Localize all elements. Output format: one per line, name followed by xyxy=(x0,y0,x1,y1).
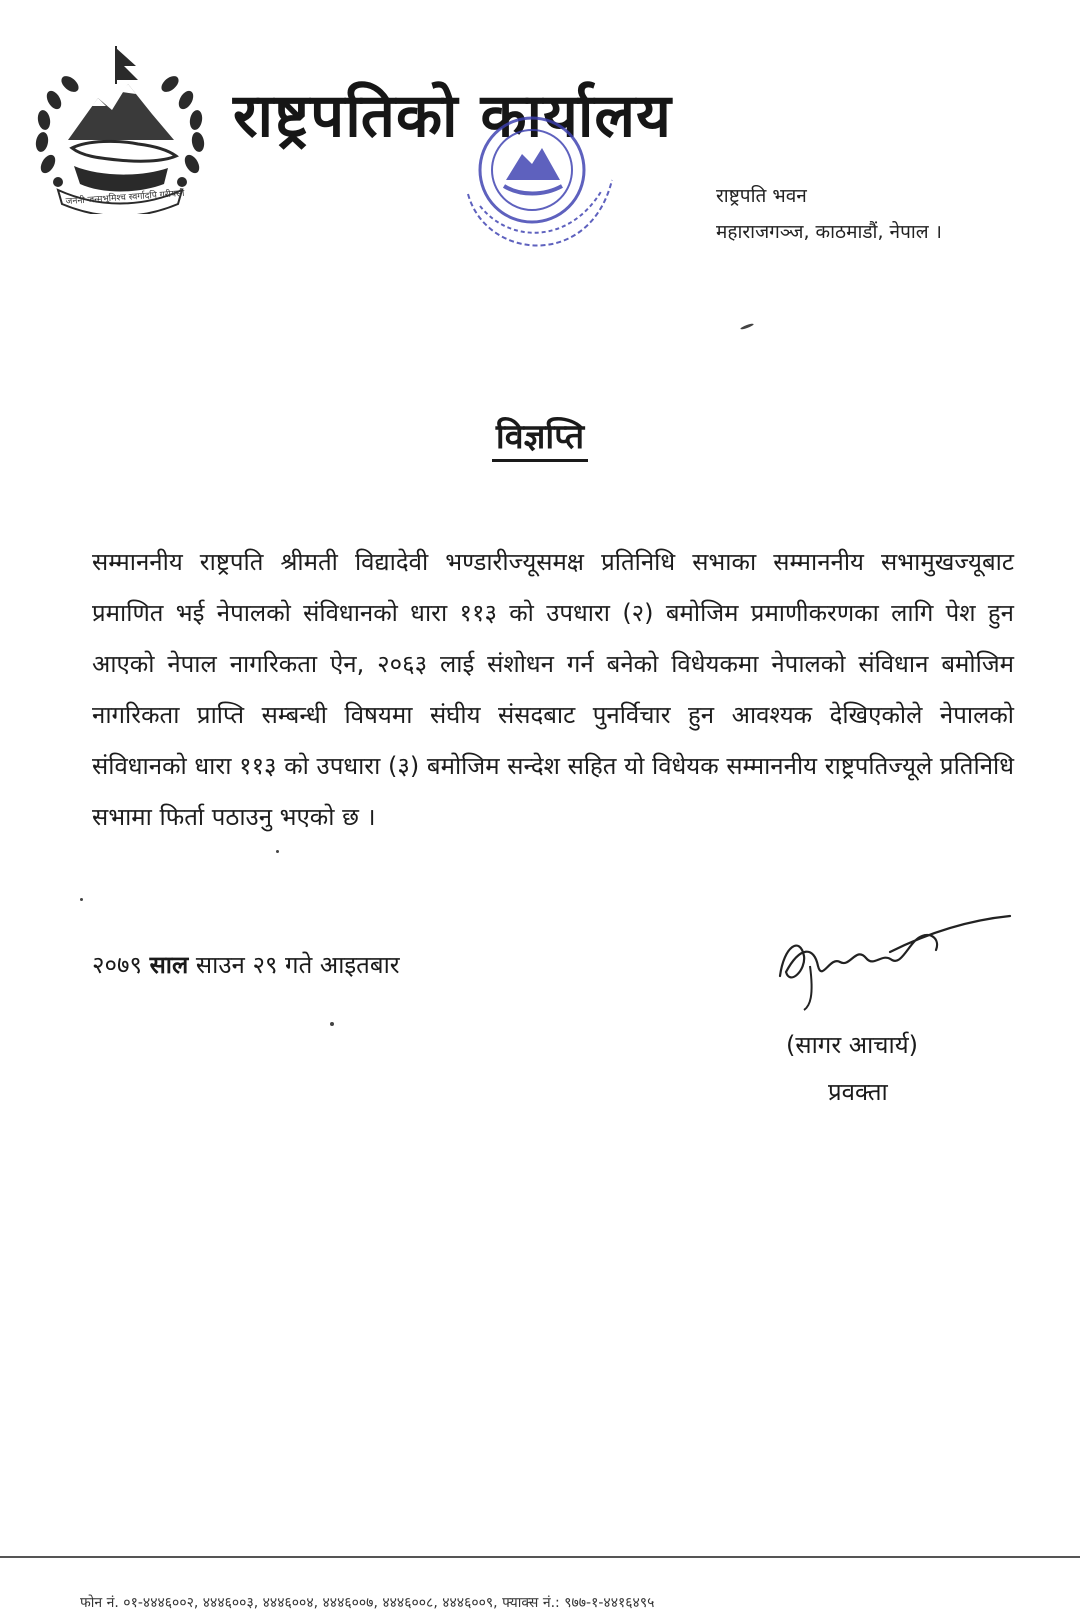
date-year: २०७९ xyxy=(92,951,142,979)
scan-speck xyxy=(80,898,83,901)
notice-heading xyxy=(0,412,1080,458)
notice-body: सम्माननीय राष्ट्रपति श्रीमती विद्यादेवी भण्डारीज्यूसमक्ष प्रतिनिधि सभाका सम्माननीय सभामुखज्यूबाट प्रमाणित भई नेपालको संविधानको धारा ११३ को उपधारा (२) बमोजिम प्रमाणीकरणका लागि पेश हुन आएको नेपाल नागरिकता ऐन, २०६३ लाई संशोधन गर्न बनेको विधेयकमा नेपालको संविधान बमोजिम नागरिकता प्राप्ति सम्बन्धी विषयमा संघीय संसदबाट पुनर्विचार हुन आवश्यक देखिएकोले नेपालको संविधानको धारा ११३ को उपधारा (३) बमोजिम सन्देश सहित यो विधेयक सम्माननीय राष्ट्रपतिज्यूले प्रतिनिधि सभामा फिर्ता पठाउनु भएको छ । xyxy=(92,548,1014,831)
signatory-name: (सागर आचार्य) xyxy=(786,1031,919,1059)
office-stamp-icon xyxy=(440,110,640,270)
address-line-1: राष्ट्रपति भवन xyxy=(716,185,807,207)
address-line-2: महाराजगञ्ज, काठमाडौं, नेपाल । xyxy=(716,221,942,243)
scan-speck xyxy=(740,323,754,331)
scan-speck xyxy=(276,850,279,853)
notice-heading-text: विज्ञप्ति xyxy=(492,417,588,462)
office-title: राष्ट्रपतिको कार्यालय xyxy=(233,81,672,151)
signature-icon xyxy=(770,906,1020,1016)
scan-speck xyxy=(330,1022,334,1026)
footer-divider xyxy=(0,1556,1080,1558)
office-address xyxy=(716,178,942,250)
date-year-word: साल xyxy=(149,951,189,979)
emblem-motto: जननी जन्मभूमिश्च स्वर्गादपि गरीयसी xyxy=(65,188,185,208)
notice-date xyxy=(92,948,400,981)
signatory-title: प्रवक्ता xyxy=(828,1078,888,1106)
footer-contact: फोन नं. ०१-४४४६००२, ४४४६००३, ४४४६००४, ४४४६००७, ४४४६००८, ४४४६००९, फ्याक्स नं.: ९७७-१-४४१६४९५ xyxy=(80,1595,655,1611)
date-day: साउन २९ गते आइतबार xyxy=(195,951,400,979)
